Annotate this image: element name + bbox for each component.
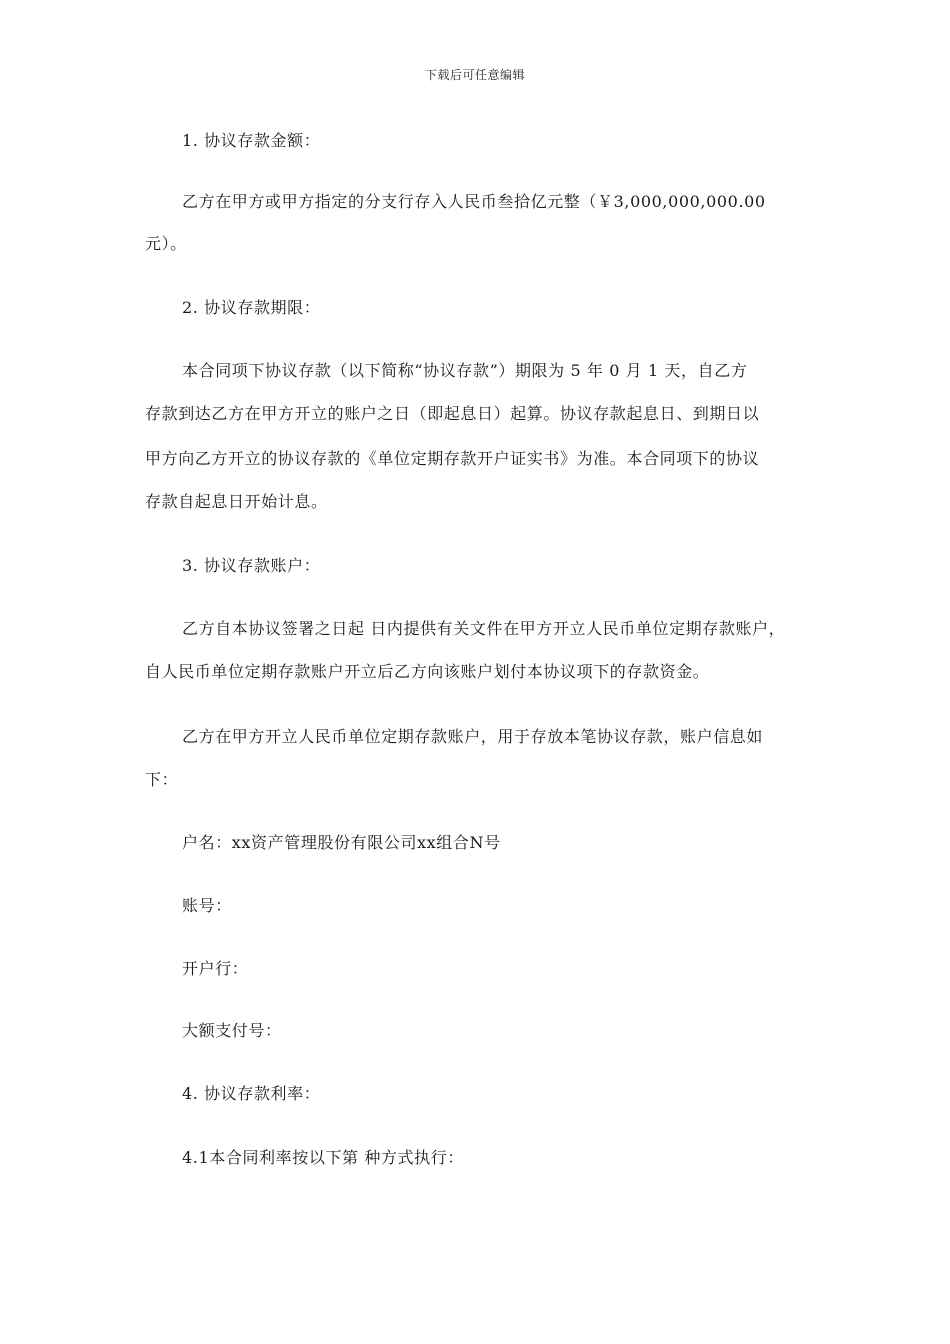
section-4-heading: 4. 协议存款利率： bbox=[182, 1084, 321, 1103]
account-name: 户名：xx资产管理股份有限公司xx组合N号 bbox=[182, 833, 501, 852]
paragraph-line: 本合同项下协议存款（以下简称“协议存款”）期限为 5 年 0 月 1 天，自乙方 bbox=[182, 361, 748, 380]
section-3-heading: 3. 协议存款账户： bbox=[182, 556, 321, 575]
payment-number: 大额支付号： bbox=[182, 1021, 282, 1040]
section-2-heading: 2. 协议存款期限： bbox=[182, 298, 321, 317]
paragraph-line: 乙方在甲方开立人民币单位定期存款账户，用于存放本笔协议存款，账户信息如 bbox=[182, 727, 764, 746]
paragraph-line: 存款自起息日开始计息。 bbox=[145, 492, 328, 511]
paragraph-line: 乙方自本协议签署之日起 日内提供有关文件在甲方开立人民币单位定期存款账户， bbox=[182, 619, 786, 638]
paragraph-line: 元）。 bbox=[145, 234, 187, 253]
section-4-1-text: 4.1本合同利率按以下第 种方式执行： bbox=[182, 1148, 464, 1167]
page-header: 下载后可任意编辑 bbox=[424, 68, 525, 82]
paragraph-line: 甲方向乙方开立的协议存款的《单位定期存款开户证实书》为准。本合同项下的协议 bbox=[145, 449, 760, 468]
section-1-heading: 1. 协议存款金额： bbox=[182, 131, 321, 150]
account-bank: 开户行： bbox=[182, 959, 249, 978]
paragraph-line: 乙方在甲方或甲方指定的分支行存入人民币叁拾亿元整（￥3,000,000,000.00 bbox=[182, 192, 766, 211]
paragraph-line: 下： bbox=[145, 770, 179, 789]
paragraph-line: 存款到达乙方在甲方开立的账户之日（即起息日）起算。协议存款起息日、到期日以 bbox=[145, 404, 760, 423]
account-number: 账号： bbox=[182, 896, 232, 915]
paragraph-line: 自人民币单位定期存款账户开立后乙方向该账户划付本协议项下的存款资金。 bbox=[145, 662, 710, 681]
